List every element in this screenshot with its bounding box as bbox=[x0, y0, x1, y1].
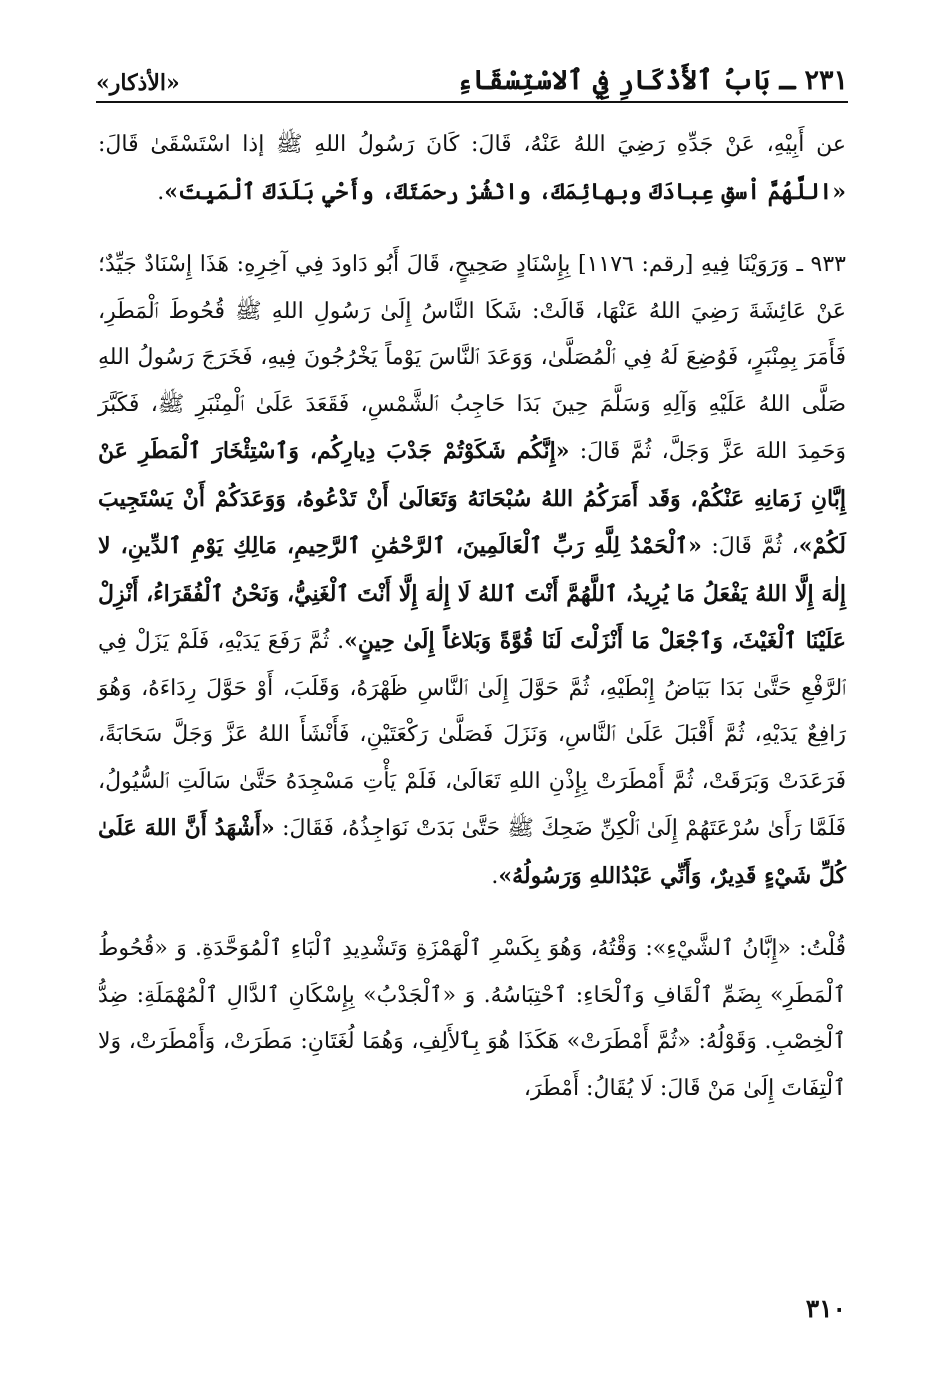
header-rule bbox=[96, 101, 848, 103]
paragraph-1-end: . bbox=[157, 179, 165, 205]
testimony-quote: «أَشْهَدُ أَنَّ اللهَ عَلَىٰ كُلِّ شَيْءٍ قَدِيرٌ، وَأَنِّي عَبْدُاللهِ وَرَسُولُهُ» bbox=[98, 815, 846, 889]
chapter-title: ٢٣١ ـ بَابُ ٱلأَذْكَارِ فِي ٱلاسْتِسْقَاءِ bbox=[456, 65, 848, 96]
running-header bbox=[96, 56, 848, 96]
commentary-paragraph: قُلْتُ: «إِبَّانُ ٱلشَّيْءِ»: وَقْتُهُ، وَهُوَ بِكَسْرِ ٱلْهَمْزَةِ وَتَشْدِيدِ ٱلْبَاءِ ٱلْمُوَحَّدَةِ. وَ «قُحُوطُ ٱلْمَطَرِ» بِضَمِّ ٱلْقَافِ وَٱلْحَاءِ: ٱحْتِبَاسُهُ. وَ «ٱلْجَدْبُ» بِإِسْكَانِ ٱلدَّالِ ٱلْمُهْمَلَةِ: ضِدُّ ٱلْخِصْبِ. وَقَوْلُهُ: «ثُمَّ أَمْطَرَتْ» هَكَذَا هُوَ بِٱلأَلِفِ، وَهُمَا لُغَتَانِ: مَطَرَتْ، وَأَمْطَرَتْ، وَلا ٱلْتِفَاتَ إِلَىٰ مَنْ قَالَ: لَا يُقَالُ: أَمْطَرَ، bbox=[98, 936, 846, 1101]
hadith-933-link: ، ثُمَّ قَالَ: bbox=[701, 534, 799, 559]
paragraph-1-text: عن أَبِيْهِ، عَنْ جَدِّهِ رَضِيَ اللهُ عَنْهُ، قَالَ: كَانَ رَسُولُ اللهِ ﷺ إذا اسْتَسْقَىٰ قَالَ: bbox=[98, 132, 846, 157]
book-title: «الأذكار» bbox=[96, 70, 180, 96]
hadith-933 bbox=[98, 242, 846, 900]
hadith-933-continuation: . ثُمَّ رَفَعَ يَدَيْهِ، فَلَمْ يَزَلْ فِي ٱلرَّفْعِ حَتَّىٰ بَدَا بَيَاضُ إِبْطَيْهِ، ثُمَّ حَوَّلَ إِلَىٰ ٱلنَّاسِ ظَهْرَهُ، وَقَلَبَ، أَوْ حَوَّلَ رِدَاءَهُ، وَهُوَ رَافِعٌ يَدَيْهِ، ثُمَّ أَقْبَلَ عَلَىٰ ٱلنَّاسِ، وَنَزَلَ فَصَلَّىٰ رَكْعَتَيْنِ، فَأَنْشَأَ اللهُ عَزَّ وَجَلَّ سَحَابَةً، فَرَعَدَتْ وَبَرَقَتْ، ثُمَّ أَمْطَرَتْ بِإِذْنِ اللهِ تَعَالَىٰ، فَلَمْ يَأْتِ مَسْجِدَهُ حَتَّىٰ سَالَتِ ٱلسُّيُولُ، فَلَمَّا رَأَىٰ سُرْعَتَهُمْ إِلَىٰ ٱلْكِنِّ ضَحِكَ ﷺ حَتَّىٰ بَدَتْ نَوَاجِذُهُ، فَقَالَ: bbox=[98, 629, 847, 841]
paragraph-1 bbox=[98, 122, 846, 216]
hadith-933-narration: ٩٣٣ ـ وَرَوَيْنَا فِيهِ [رقم: ١١٧٦] بِإِسْنَادٍ صَحِيحٍ، قَالَ أَبُو دَاودَ فِي آخِرِهِ: هَذَا إِسْنَادٌ جَيِّدٌ؛ عَنْ عَائِشَةَ رَضِيَ اللهُ عَنْهَا، قَالَتْ: شَكَا النَّاسُ إِلَىٰ رَسُولِ اللهِ ﷺ قُحُوطَ ٱلْمَطَرِ، فَأَمَرَ بِمِنْبَرٍ، فَوُضِعَ لَهُ فِي ٱلْمُصَلَّىٰ، وَوَعَدَ ٱلنَّاسَ يَوْماً يَخْرُجُونَ فِيهِ، فَخَرَجَ رَسُولُ اللهِ صَلَّى اللهُ عَلَيْهِ وَآلِهِ وَسَلَّمَ حِينَ بَدَا حَاجِبُ ٱلشَّمْسِ، فَقَعَدَ عَلَىٰ ٱلْمِنْبَرِ ﷺ، فَكَبَّرَ وَحَمِدَ اللهَ عَزَّ وَجَلَّ، ثُمَّ قَالَ: bbox=[98, 252, 846, 464]
sermon-quote: «إِنَّكُم شَكَوْتُمْ جَدْبَ دِيارِكُم، وَٱسْتِئْخَارَ ٱلْمَطَرِ عَنْ إِبَّانِ زَمَانِهِ عَنْكُمْ، وَقَد أَمَرَكُمُ اللهُ سُبْحَانَهُ وَتَعَالَىٰ أَنْ تَدْعُوهُ، وَوَعَدَكُمْ أَنْ يَسْتَجِيبَ لَكُمْ» bbox=[98, 438, 846, 559]
supplication-quote: «اللَّهُمَّ اْسقِ عِبادَكَ وبهائِمَكَ، وانْشُرْ رحمَتَكَ، وأَحْيِ بَلَدَكَ ٱلْمَيِتَ» bbox=[164, 178, 846, 205]
page-number: ٣١٠ bbox=[805, 1294, 846, 1323]
prayer-quote: «ٱلْحَمْدُ لِلَّهِ رَبِّ ٱلْعَالَمِينَ، ٱلرَّحْمَٰنِ ٱلرَّحِيمِ، مَالِكِ يَوْمِ ٱلدِّينِ، لا إِلٰهَ إِلَّا اللهُ يَفْعَلُ مَا يُرِيدُ، ٱللَّهُمَّ أَنْتَ ٱللهُ لَا إِلٰهَ إِلَّا أَنْتَ ٱلْغَنِيُّ، وَنَحْنُ ٱلْفُقَرَاءُ، أَنْزِلْ عَلَيْنَا ٱلْغَيْثَ، وَٱجْعَلْ مَا أَنْزَلْتَ لَنَا قُوَّةً وَبَلاغاً إِلَىٰ حِينٍ» bbox=[98, 533, 846, 654]
hadith-933-end: . bbox=[491, 863, 499, 889]
page-body bbox=[98, 122, 846, 1112]
